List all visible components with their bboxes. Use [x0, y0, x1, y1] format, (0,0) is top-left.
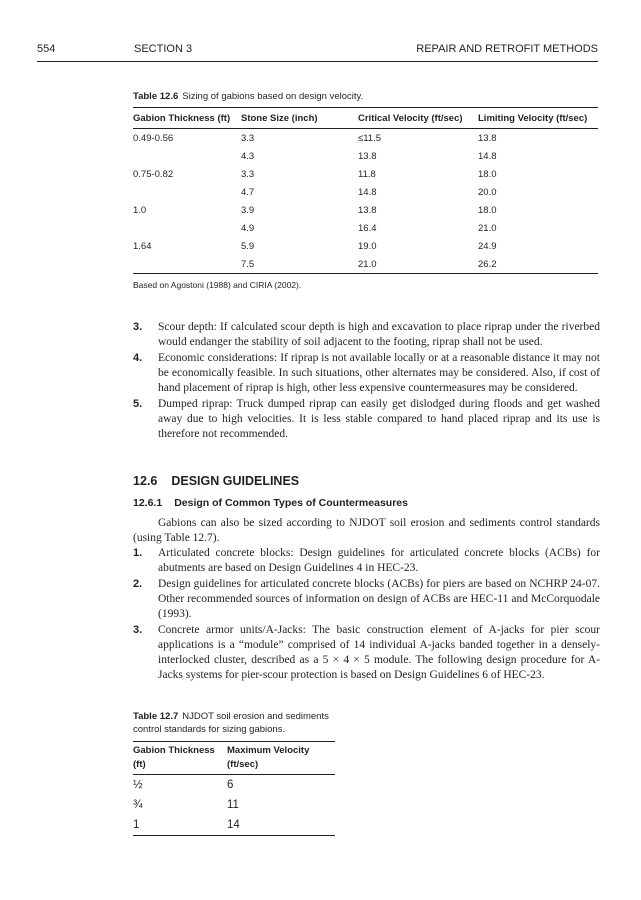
- list-item: [133, 351, 600, 396]
- list-text: Design guidelines for articulated concrete blocks (ACBs) for piers are based on NCHRP 24-07. Other recommended sources of information on design of ACBs are HEC-11 and McCorquodale (1993).: [158, 578, 600, 620]
- table-row: [133, 255, 598, 274]
- section-label: SECTION 3: [134, 43, 193, 55]
- table-cell: 3.9: [241, 204, 255, 216]
- table-cell: 26.2: [478, 258, 497, 270]
- table-row: [133, 815, 335, 836]
- table-cell: 19.0: [358, 240, 377, 252]
- table-12-7-caption: [133, 710, 338, 736]
- table-cell: 4.7: [241, 186, 255, 198]
- table-cell: 14.8: [478, 150, 497, 162]
- column-header: Maximum Velocity (ft/sec): [227, 745, 310, 770]
- list-item: [133, 577, 600, 622]
- list-number: 4.: [133, 352, 143, 364]
- table-12-6: [133, 107, 598, 274]
- table-header-row: [133, 742, 335, 775]
- table-cell: 21.0: [358, 258, 377, 270]
- table-cell: 7.5: [241, 258, 255, 270]
- running-header: [37, 43, 598, 59]
- table-cell: 14: [227, 819, 240, 831]
- table-cell: ≤11.5: [358, 132, 381, 144]
- list-item: [133, 320, 600, 350]
- column-header: Critical Velocity (ft/sec): [358, 112, 463, 124]
- page-number: 554: [37, 43, 56, 55]
- table-cell: 13.8: [478, 132, 497, 144]
- subsection-heading: [133, 497, 408, 509]
- list-number: 1.: [133, 547, 143, 559]
- table-cell: ¾: [133, 799, 143, 811]
- list-number: 2.: [133, 578, 143, 590]
- table-cell: [133, 255, 241, 274]
- table-12-6-caption: [133, 90, 363, 103]
- table-row: [133, 129, 598, 148]
- table-cell: 1: [133, 819, 140, 831]
- table-cell: 11: [227, 799, 239, 811]
- table-cell: 4.3: [241, 150, 255, 162]
- table-12-6-label: Table 12.6: [133, 91, 179, 102]
- table-cell: 5.9: [241, 240, 255, 252]
- table-cell: 11.8: [358, 168, 376, 180]
- table-cell: 1.64: [133, 240, 152, 252]
- numbered-list-riprap: [133, 320, 600, 443]
- table-12-7-label: Table 12.7: [133, 711, 179, 722]
- table-cell: 14.8: [358, 186, 377, 198]
- list-item: [133, 397, 600, 442]
- table-row: [133, 147, 598, 165]
- table-cell: 18.0: [478, 204, 497, 216]
- chapter-title: REPAIR AND RETROFIT METHODS: [416, 43, 598, 55]
- table-header-row: [133, 108, 598, 129]
- list-number: 5.: [133, 398, 143, 410]
- table-row: [133, 795, 335, 815]
- table-cell: 24.9: [478, 240, 497, 252]
- list-text: Dumped riprap: Truck dumped riprap can easily get dislodged during floods and get washed away due to high velocities. It is less stable compared to hand placed riprap and its use is therefore not recommended.: [158, 398, 600, 440]
- list-item: [133, 623, 600, 683]
- column-header: Gabion Thickness (ft): [133, 745, 215, 770]
- table-row: [133, 237, 598, 255]
- table-row: [133, 775, 335, 796]
- table-cell: 20.0: [478, 186, 497, 198]
- table-12-7: [133, 741, 335, 836]
- table-cell: 16.4: [358, 222, 377, 234]
- table-cell: 21.0: [478, 222, 497, 234]
- table-row: [133, 201, 598, 219]
- list-number: 3.: [133, 624, 143, 636]
- table-12-7-caption-text: NJDOT soil erosion and sediments control standards for sizing gabions.: [133, 711, 329, 735]
- subsection-title: Design of Common Types of Countermeasures: [174, 497, 408, 509]
- table-row: [133, 219, 598, 237]
- intro-paragraph: Gabions can also be sized according to NJDOT soil erosion and sediments control standards (using Table 12.7).: [133, 517, 600, 544]
- list-item: [133, 546, 600, 576]
- table-cell: 0.75-0.82: [133, 168, 174, 180]
- table-cell: [133, 183, 241, 201]
- table-cell: 3.3: [241, 132, 255, 144]
- section-heading: [133, 474, 299, 488]
- column-header: Stone Size (inch): [241, 112, 318, 124]
- table-cell: 3.3: [241, 168, 255, 180]
- table-cell: 4.9: [241, 222, 255, 234]
- column-header: Gabion Thickness (ft): [133, 112, 231, 124]
- section-number: 12.6: [133, 474, 158, 488]
- table-row: [133, 183, 598, 201]
- table-cell: 18.0: [478, 168, 497, 180]
- table-cell: 6: [227, 779, 234, 791]
- table-source-note: Based on Agostoni (1988) and CIRIA (2002).: [133, 280, 302, 290]
- table-cell: [133, 147, 241, 165]
- table-cell: [133, 219, 241, 237]
- list-text: Articulated concrete blocks: Design guidelines for articulated concrete blocks (ACBs) for abutments are based on Design Guidelines 4 in HEC-23.: [158, 547, 600, 574]
- column-header: Limiting Velocity (ft/sec): [478, 112, 588, 124]
- table-cell: 1.0: [133, 204, 147, 216]
- list-text: Economic considerations: If riprap is not available locally or at a reasonable distance it may not be economically feasible. In such situations, other alternates may be considered. Also, if cost of hand placement of riprap is high, other less expensive countermeasures may be considered.: [158, 352, 600, 394]
- numbered-list-guidelines: [133, 546, 600, 684]
- table-12-6-caption-text: Sizing of gabions based on design velocity.: [182, 91, 364, 102]
- list-text: Concrete armor units/A-Jacks: The basic construction element of A-jacks for pier scour applications is a “module” comprised of 14 individual A-jacks banded together in a densely-interlocked cluster, described as a 5 × 4 × 5 module. The following design procedure for A-Jacks systems for pier-scour protection is based on Design Guidelines 6 of HEC-23.: [158, 624, 600, 681]
- table-cell: 13.8: [358, 150, 377, 162]
- subsection-number: 12.6.1: [133, 497, 163, 509]
- table-cell: ½: [133, 779, 143, 791]
- list-text: Scour depth: If calculated scour depth is high and excavation to place riprap under the riverbed would endanger the stability of soil adjacent to the footing, riprap shall not be used.: [158, 321, 600, 348]
- table-cell: 0.49-0.56: [133, 132, 174, 144]
- section-title: DESIGN GUIDELINES: [171, 474, 300, 488]
- table-cell: 13.8: [358, 204, 377, 216]
- header-rule: [37, 61, 598, 62]
- table-row: [133, 165, 598, 183]
- list-number: 3.: [133, 321, 143, 333]
